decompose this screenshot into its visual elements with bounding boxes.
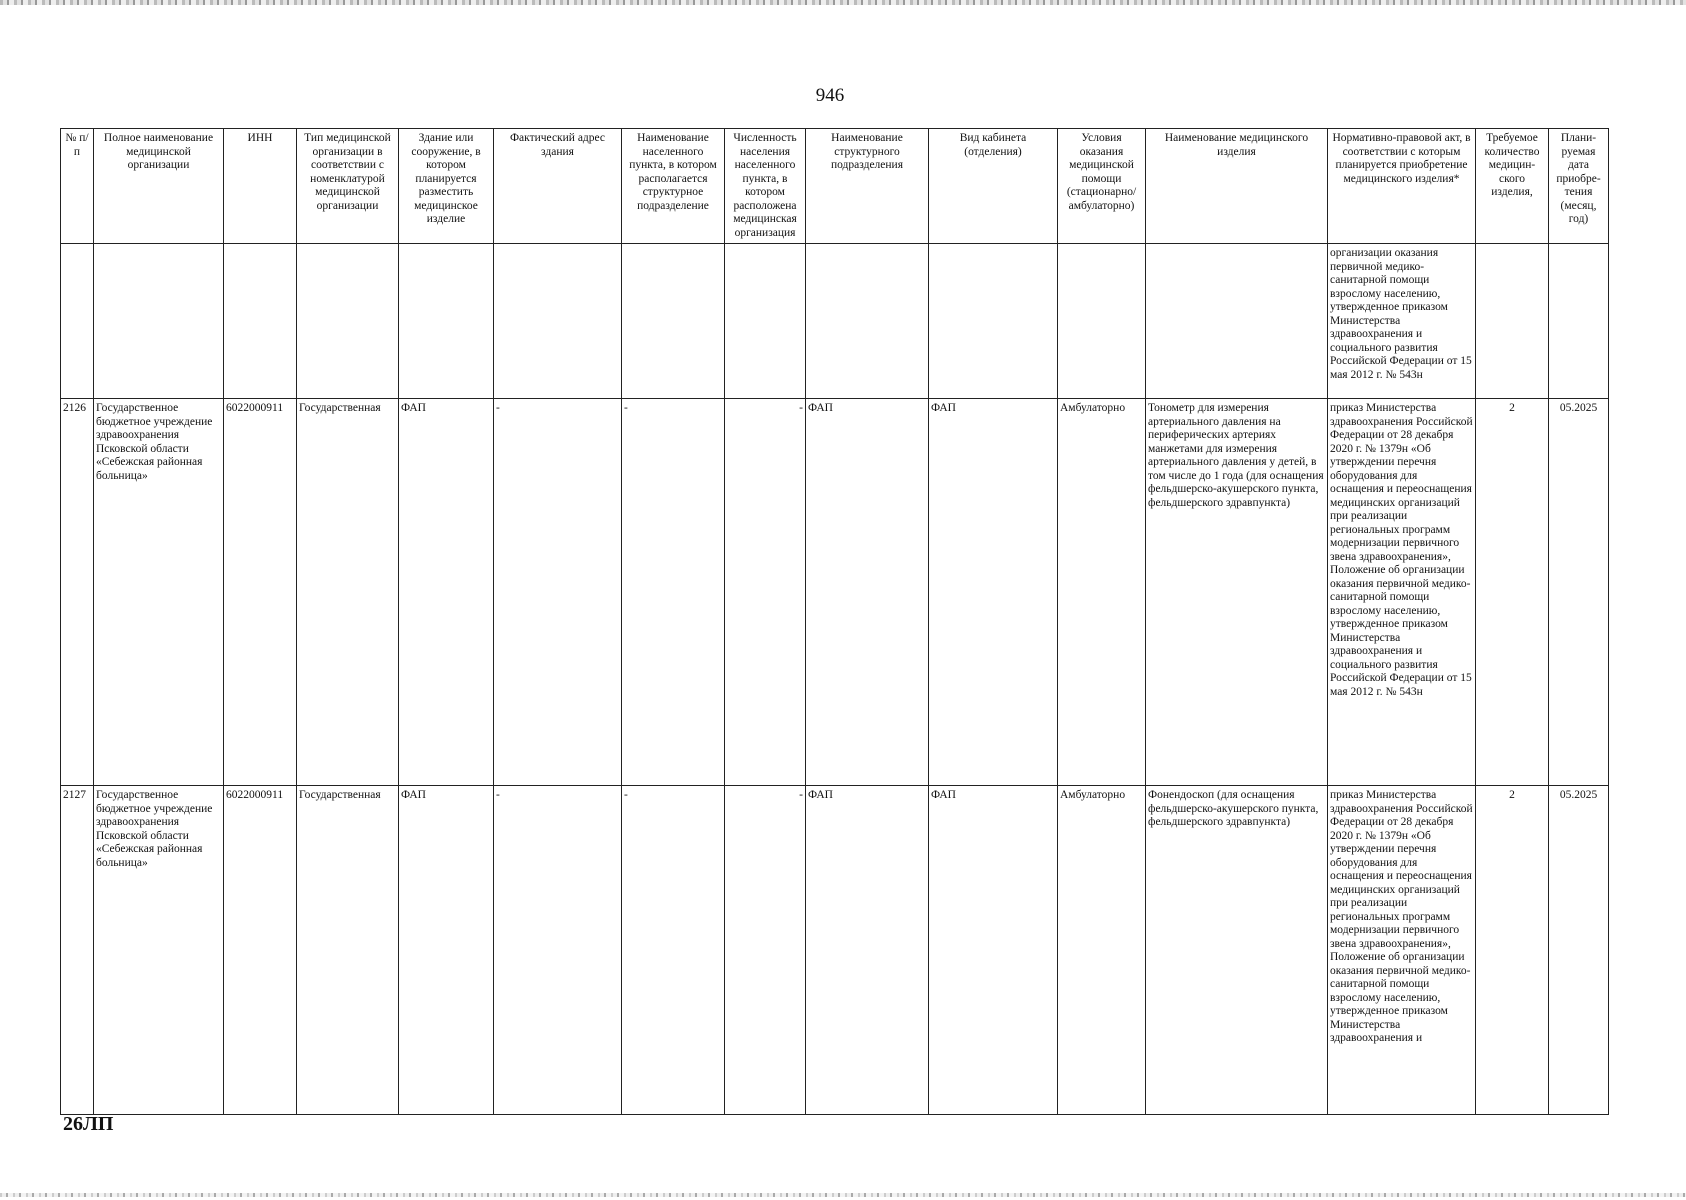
cell-empty (61, 244, 94, 399)
cell-empty (929, 244, 1058, 399)
cell-locality: - (622, 399, 725, 786)
cell-qty: 2 (1476, 399, 1549, 786)
cell-empty (494, 244, 622, 399)
cell-empty (806, 244, 929, 399)
cell-building: ФАП (399, 399, 494, 786)
header-inn: ИНН (224, 129, 297, 244)
table-row (61, 399, 1609, 786)
table-row (61, 786, 1609, 1115)
cell-unit: ФАП (806, 786, 929, 1115)
cell-locality: - (622, 786, 725, 1115)
cell-address: - (494, 399, 622, 786)
table-row-continuation (61, 244, 1609, 399)
header-num: № п/п (61, 129, 94, 244)
cell-act: организации оказания первичной медико-санитарной помощи взрослому населению, утвержденное приказом Министерства здравоохранения и социального развития Российской Федерации от 15 мая 2012 г. № 543н (1328, 244, 1476, 399)
cell-empty (622, 244, 725, 399)
cell-population: - (725, 786, 806, 1115)
equipment-table (60, 128, 1609, 1115)
cell-population: - (725, 399, 806, 786)
header-date: Плани-руемая дата приобре-тения (месяц, год) (1549, 129, 1609, 244)
cell-device: Фонендоскоп (для оснащения фельдшерско-акушерского пункта, фельдшерского здравпункта) (1146, 786, 1328, 1115)
cell-cabinet: ФАП (929, 786, 1058, 1115)
cell-empty (1146, 244, 1328, 399)
cell-conditions: Амбулаторно (1058, 786, 1146, 1115)
cell-empty (725, 244, 806, 399)
cell-cabinet: ФАП (929, 399, 1058, 786)
cell-inn: 6022000911 (224, 399, 297, 786)
cell-empty (399, 244, 494, 399)
cell-qty: 2 (1476, 786, 1549, 1115)
header-address: Фактический адрес здания (494, 129, 622, 244)
header-qty: Требуемое количество медицин-ского изделия, (1476, 129, 1549, 244)
page-number: 946 (815, 85, 845, 106)
cell-num: 2127 (61, 786, 94, 1115)
cell-inn: 6022000911 (224, 786, 297, 1115)
header-type: Тип медицинской организации в соответствии с номенклатурой медицинской организации (297, 129, 399, 244)
cell-type: Государственная (297, 786, 399, 1115)
cell-unit: ФАП (806, 399, 929, 786)
cell-empty (224, 244, 297, 399)
cell-conditions: Амбулаторно (1058, 399, 1146, 786)
header-conditions: Условия оказания медицинской помощи (стационарно/ амбулаторно) (1058, 129, 1146, 244)
cell-empty (1549, 244, 1609, 399)
cell-empty (1476, 244, 1549, 399)
cell-building: ФАП (399, 786, 494, 1115)
cell-date: 05.2025 (1549, 786, 1609, 1115)
cell-num: 2126 (61, 399, 94, 786)
header-unit: Наименование структурного подразделения (806, 129, 929, 244)
header-population: Численность населения населенного пункта, в котором расположена медицинская организация (725, 129, 806, 244)
table-header-row (61, 129, 1609, 244)
header-device: Наименование медицинского изделия (1146, 129, 1328, 244)
cell-type: Государственная (297, 399, 399, 786)
scan-edge-bottom (0, 1193, 1686, 1197)
cell-empty (1058, 244, 1146, 399)
header-org: Полное наименование медицинской организации (94, 129, 224, 244)
footer-code: 26ЛП (63, 1113, 114, 1135)
cell-org: Государственное бюджетное учреждение здравоохранения Псковской области «Себежская районная больница» (94, 786, 224, 1115)
cell-empty (297, 244, 399, 399)
header-building: Здание или сооружение, в котором планируется разместить медицинское изделие (399, 129, 494, 244)
scan-edge-top (0, 0, 1686, 5)
cell-act: приказ Министерства здравоохранения Российской Федерации от 28 декабря 2020 г. № 1379н «Об утверждении перечня оборудования для оснащения и переоснащения медицинских организаций при реализации региональных программ модернизации первичного звена здравоохранения», Положение об организации оказания первичной медико-санитарной помощи взрослому населению, утвержденное приказом Министерства здравоохранения и (1328, 786, 1476, 1115)
cell-address: - (494, 786, 622, 1115)
cell-date: 05.2025 (1549, 399, 1609, 786)
cell-empty (94, 244, 224, 399)
header-cabinet: Вид кабинета (отделения) (929, 129, 1058, 244)
header-locality: Наименование населенного пункта, в котором располагается структурное подразделение (622, 129, 725, 244)
header-act: Нормативно-правовой акт, в соответствии с которым планируется приобретение медицинского изделия* (1328, 129, 1476, 244)
cell-act: приказ Министерства здравоохранения Российской Федерации от 28 декабря 2020 г. № 1379н «Об утверждении перечня оборудования для оснащения и переоснащения медицинских организаций при реализации региональных программ модернизации первичного звена здравоохранения», Положение об организации оказания первичной медико-санитарной помощи взрослому населению, утвержденное приказом Министерства здравоохранения и социального развития Российской Федерации от 15 мая 2012 г. № 543н (1328, 399, 1476, 786)
cell-device: Тонометр для измерения артериального давления на периферических артериях манжетами для измерения артериального давления у детей, в том числе до 1 года (для оснащения фельдшерско-акушерского пункта, фельдшерского здравпункта) (1146, 399, 1328, 786)
cell-org: Государственное бюджетное учреждение здравоохранения Псковской области «Себежская районная больница» (94, 399, 224, 786)
